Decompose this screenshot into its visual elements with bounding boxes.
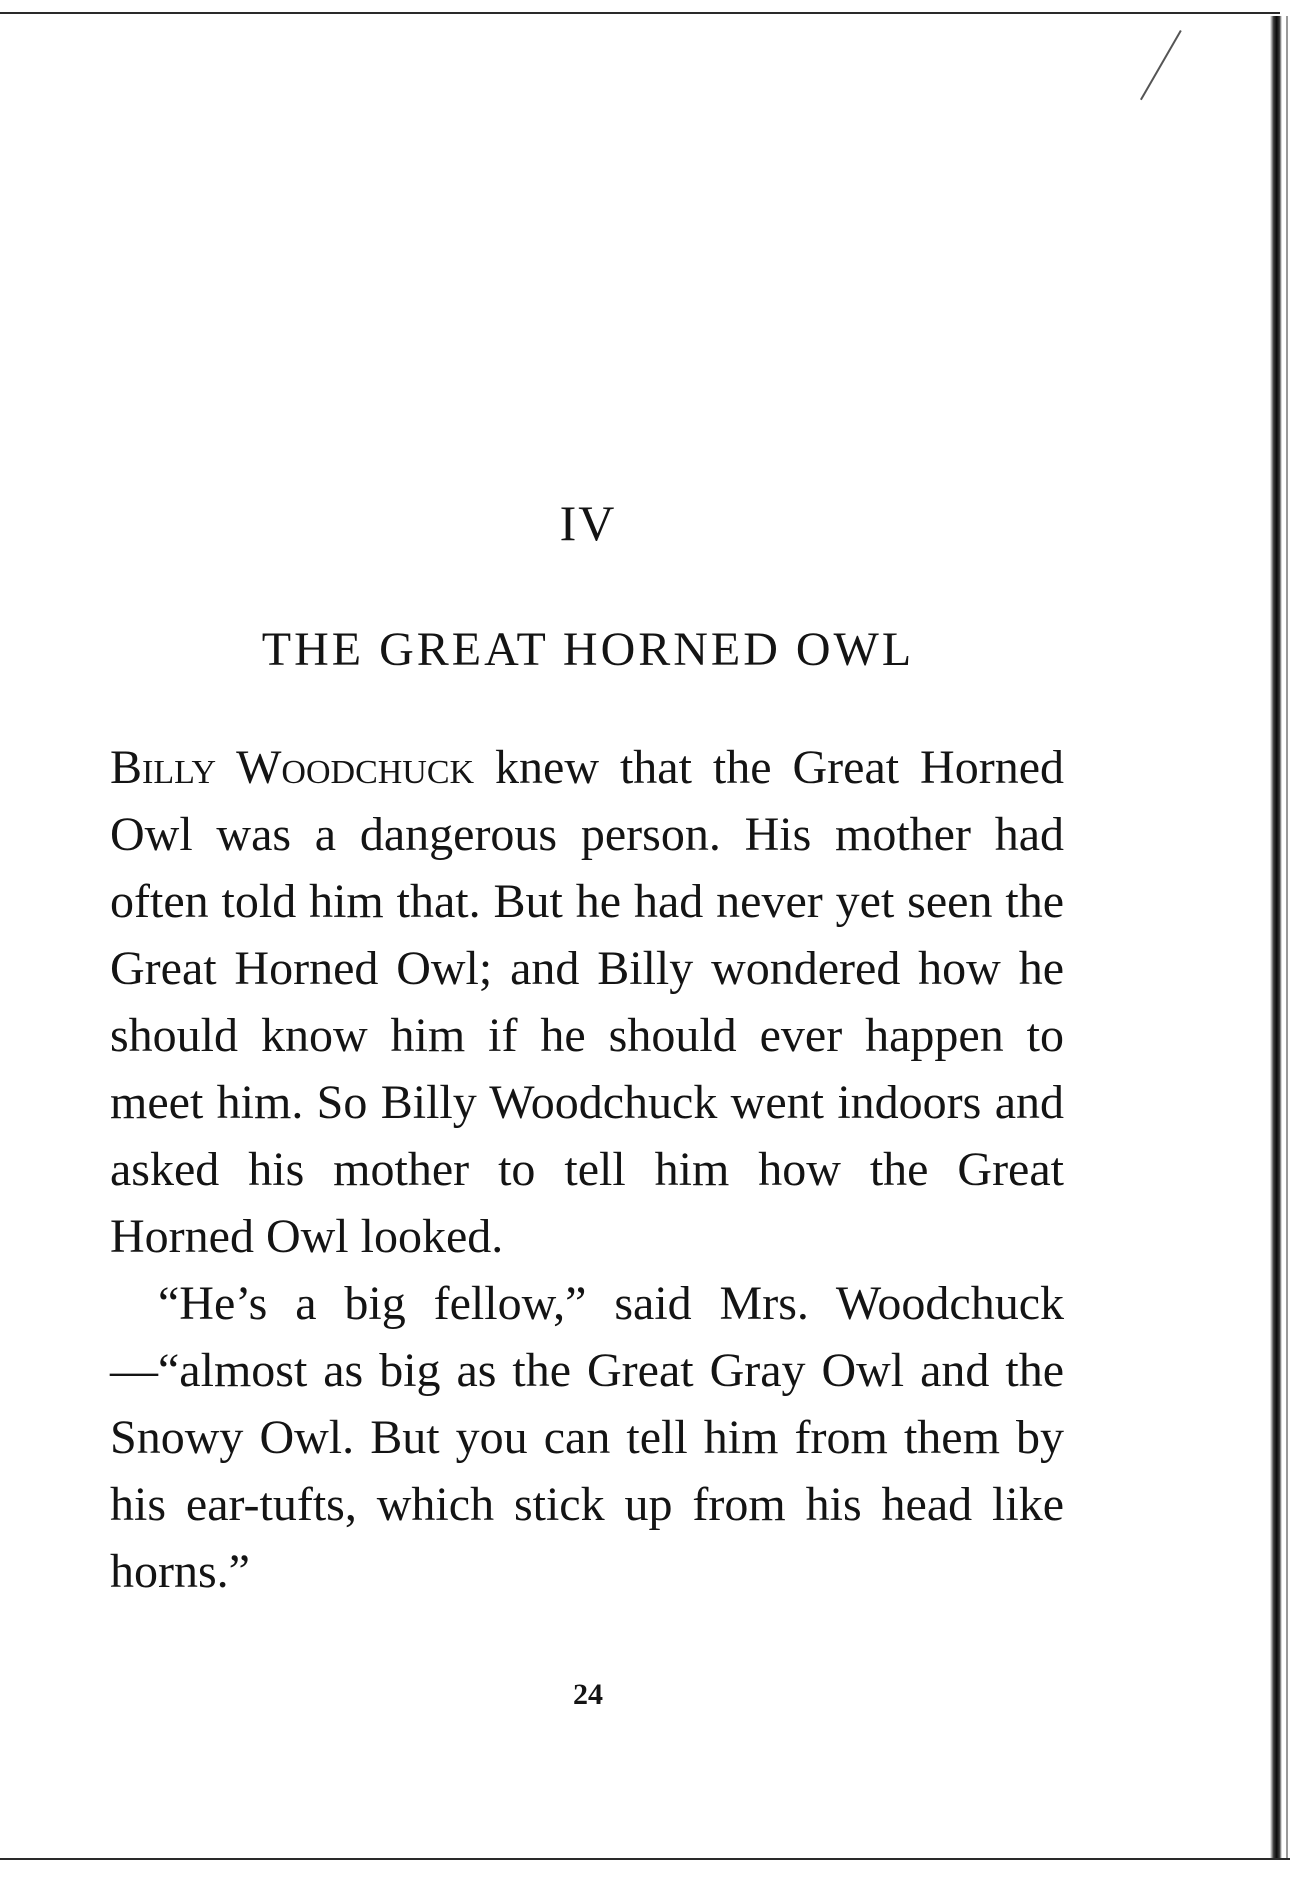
- bottom-border-line: [0, 1858, 1290, 1860]
- paragraph-1-text: knew that the Great Horned Owl was a dangerous person. His mother had often told him that. But he had never yet seen the Great Horned Owl; and Billy wondered how he should know him if he should ever happen to meet him. So Billy Woodchuck went indoors and asked his mother to tell him how the Great Horned Owl looked.: [110, 741, 1064, 1263]
- paragraph-2: “He’s a big fellow,” said Mrs. Woodchuck—“almost as big as the Great Gray Owl and the Snowy Owl. But you can tell him from them by his ear-tufts, which stick up from his head like horns.”: [110, 1277, 1064, 1598]
- top-border-line: [0, 12, 1280, 14]
- page-number: 24: [573, 1678, 603, 1711]
- corner-mark: [1140, 30, 1182, 100]
- page-edge: [1286, 16, 1288, 1858]
- chapter-title: THE GREAT HORNED OWL: [261, 623, 915, 676]
- book-spine-shadow: [1270, 16, 1282, 1858]
- paragraph-lead-smallcaps: Billy Woodchuck: [110, 741, 475, 794]
- paragraph-1: [110, 734, 1064, 1270]
- chapter-body: [110, 734, 1064, 1605]
- chapter-number: IV: [559, 495, 617, 551]
